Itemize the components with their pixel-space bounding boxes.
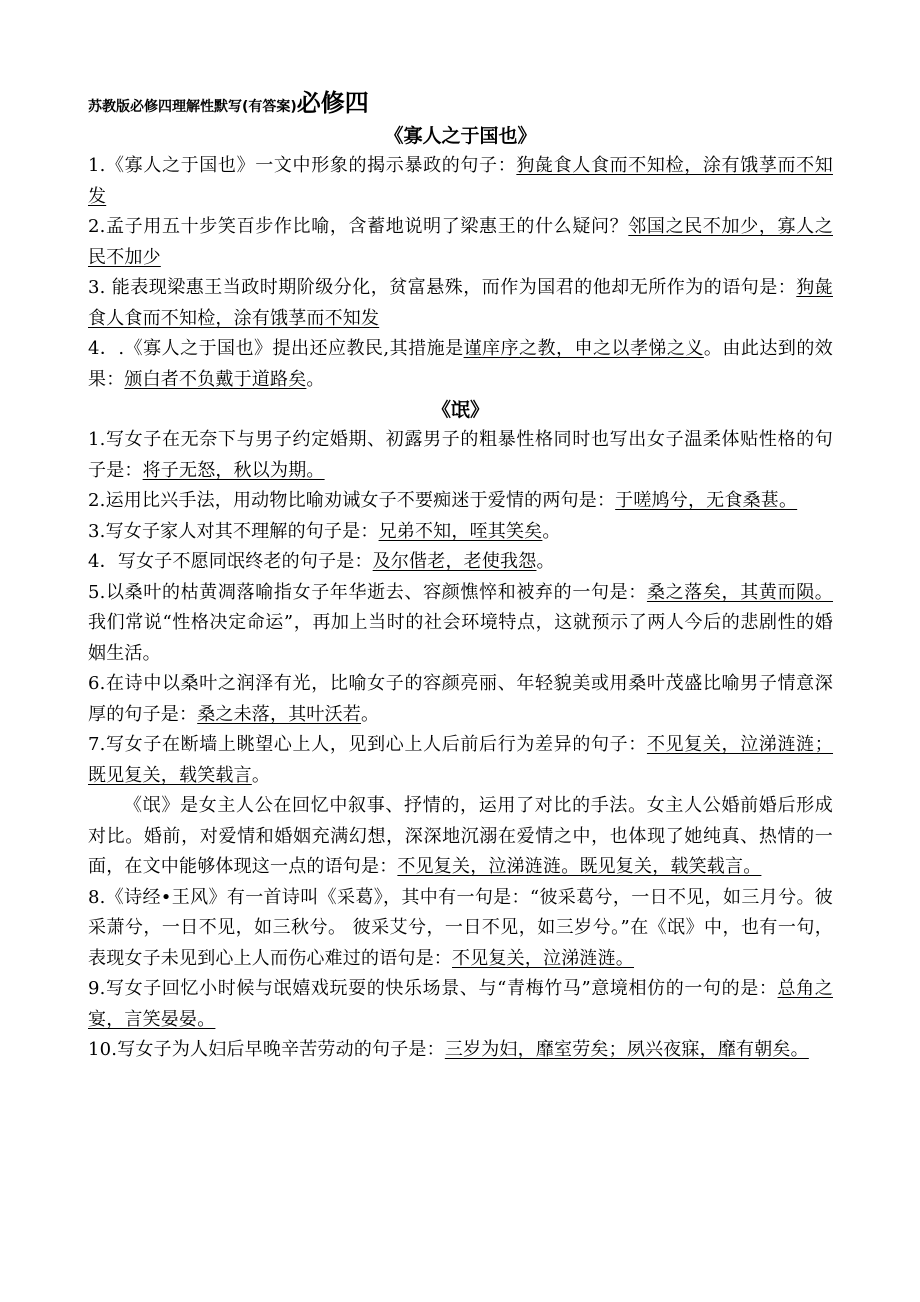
- question-text: 。: [306, 368, 325, 390]
- question-text: 4．.《寡人之于国也》提出还应教民,其措施是: [88, 338, 464, 359]
- answer-text: 不见复关，泣涕涟涟。既见复关，载笑载言。: [397, 856, 762, 877]
- answer-text: 兄弟不知，咥其笑矣: [378, 520, 543, 542]
- question-paragraph: [88, 974, 833, 1035]
- question-text: 。: [536, 551, 555, 572]
- document-title-main: 必修四: [296, 89, 369, 117]
- answer-text: 不见复关，泣涕涟涟。: [452, 947, 634, 969]
- answer-text: 狗彘食人食而不知检，涂有饿莩而不知发: [88, 277, 833, 329]
- answer-text: 将子无怒，秋以为期。: [142, 459, 325, 481]
- question-paragraph: [88, 578, 833, 670]
- document-page: [88, 85, 833, 1066]
- question-paragraph: [88, 517, 833, 548]
- question-text: 10.写女子为人妇后早晚辛苦劳动的句子是：: [88, 1039, 445, 1060]
- question-text: 。: [251, 764, 271, 786]
- question-text: 4．写女子不愿同氓终老的句子是：: [88, 551, 373, 572]
- answer-text: 桑之未落，其叶沃若: [197, 703, 362, 725]
- question-paragraph: [88, 425, 833, 486]
- question-text: 。: [542, 520, 561, 542]
- question-paragraph: [88, 151, 833, 212]
- question-text: 。由此达到的效果：: [88, 338, 834, 390]
- question-text: 3.写女子家人对其不理解的句子是：: [88, 520, 379, 542]
- answer-text: 总角之宴，言笑晏晏。: [88, 978, 833, 1030]
- question-text: 2.运用比兴手法，用动物比喻劝诫女子不要痴迷于爱情的两句是：: [88, 490, 616, 511]
- question-paragraph: [88, 1035, 833, 1066]
- question-text: 。: [361, 703, 380, 725]
- question-paragraph: [88, 486, 833, 517]
- question-paragraph: [88, 883, 833, 975]
- answer-text: 狗彘食人食而不知检，涂有饿莩而不知发: [88, 155, 833, 207]
- question-text: 9.写女子回忆小时候与氓嬉戏玩耍的快乐场景、与“青梅竹马”意境相仿的一句的是：: [88, 978, 778, 999]
- question-text: 7.写女子在断墙上眺望心上人，见到心上人后前后行为差异的句子：: [88, 734, 647, 755]
- question-paragraph: [88, 334, 833, 395]
- document-title: [88, 85, 833, 121]
- question-text: 6.在诗中以桑叶之润泽有光，比喻女子的容颜亮丽、年轻貌美或用桑叶茂盛比喻男子情意深厚的句子是：: [88, 673, 833, 725]
- question-text: 5.以桑叶的枯黄凋落喻指女子年华逝去、容颜憔悴和被弃的一句是：: [88, 581, 647, 603]
- section-title: 《寡人之于国也》: [384, 125, 537, 147]
- question-text: 1.写女子在无奈下与男子约定婚期、初露男子的粗暴性格同时也写出女子温柔体贴性格的句子是：: [88, 429, 833, 481]
- answer-text: 桑之落矣，其黄而陨。: [646, 581, 834, 603]
- answer-text: 邻国之民不加少，寡人之民不加少: [88, 216, 833, 268]
- question-text: 我们常说“性格决定命运”，再加上当时的社会环境特点，这就预示了两人今后的悲剧性的婚姻生活。: [88, 612, 833, 664]
- question-text: 2.孟子用五十步笑百步作比喻，含蓄地说明了梁惠王的什么疑问？: [88, 216, 629, 237]
- section-title: 《氓》: [431, 399, 489, 421]
- question-paragraph: [88, 547, 833, 578]
- question-paragraph: [88, 669, 833, 730]
- answer-text: 颁白者不负戴于道路矣: [124, 368, 307, 390]
- question-text: 《氓》是女主人公在回忆中叙事、抒情的，运用了对比的手法。女主人公婚前婚后形成对比。婚前，对爱情和婚姻充满幻想，深深地沉溺在爱情之中，也体现了她纯真、热情的一面，在文中能够体现这一点的语句是：: [88, 795, 833, 877]
- question-text: 1.《寡人之于国也》一文中形象的揭示暴政的句子：: [88, 155, 517, 176]
- answer-text: 三岁为妇，靡室劳矣；夙兴夜寐，靡有朝矣。: [444, 1039, 809, 1060]
- question-paragraph: [88, 791, 833, 883]
- question-text: 3. 能表现梁惠王当政时期阶级分化，贫富悬殊，而作为国君的他却无所作为的语句是：: [88, 277, 797, 298]
- question-paragraph: [88, 273, 833, 334]
- question-paragraph: [88, 212, 833, 273]
- document-title-prefix: 苏教版必修四理解性默写(有答案): [88, 99, 297, 115]
- answer-text: 不见复关，泣涕涟涟；既见复关，载笑载言: [88, 734, 834, 786]
- question-text: 8.《诗经•王风》有一首诗叫《采葛》，其中有一句是：“彼采葛兮，一日不见，如三月兮。彼采萧兮，一日不见，如三秋兮。 彼采艾兮，一日不见，如三岁兮。”在《氓》中，也有一句，表现女子未见到心上人而伤心难过的语句是：: [88, 886, 833, 969]
- answer-text: 谨庠序之教，申之以孝悌之义: [463, 338, 704, 359]
- question-paragraph: [88, 730, 833, 791]
- answer-text: 于嗟鸠兮，无食桑葚。: [615, 490, 798, 511]
- answer-text: 及尔偕老，老使我怨: [372, 551, 537, 572]
- document-content: [88, 123, 833, 1066]
